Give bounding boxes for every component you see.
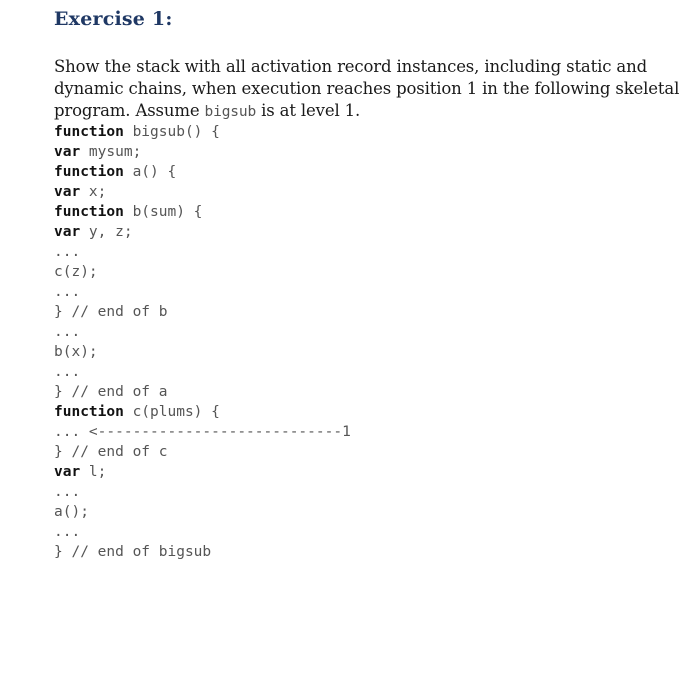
exercise-heading: Exercise 1:	[54, 8, 173, 30]
code-line	[54, 342, 351, 362]
code-text: } // end of c	[54, 444, 168, 460]
code-line	[54, 282, 351, 302]
code-line	[54, 302, 351, 322]
code-line	[54, 242, 351, 262]
code-line	[54, 362, 351, 382]
code-keyword: function	[54, 164, 124, 180]
instructions-inline-code: bigsub	[204, 104, 257, 120]
instructions-line-2: dynamic chains, when execution reaches position 1 in the following skeletal	[54, 79, 680, 98]
code-keyword: function	[54, 124, 124, 140]
code-text: ...	[54, 364, 81, 380]
exercise-instructions	[54, 56, 679, 123]
code-keyword: function	[54, 204, 124, 220]
code-text: b(x);	[54, 344, 98, 360]
code-line	[54, 162, 351, 182]
code-line	[54, 482, 351, 502]
code-text: a() {	[123, 164, 177, 180]
code-line	[54, 202, 351, 222]
code-line	[54, 402, 351, 422]
code-line	[54, 122, 351, 142]
code-keyword: var	[54, 144, 81, 160]
code-text: b(sum) {	[123, 204, 203, 220]
code-text: c(z);	[54, 264, 98, 280]
code-keyword: var	[54, 184, 81, 200]
code-text: mysum;	[80, 144, 142, 160]
code-text: c(plums) {	[123, 404, 220, 420]
instructions-line-1: Show the stack with all activation record instances, including static and	[54, 57, 647, 76]
code-text: l;	[80, 464, 107, 480]
code-line	[54, 502, 351, 522]
code-line	[54, 262, 351, 282]
instructions-line-3-tail: is at level 1.	[256, 101, 361, 120]
code-text: bigsub() {	[123, 124, 220, 140]
code-keyword: var	[54, 224, 81, 240]
code-text: } // end of b	[54, 304, 168, 320]
code-text: ... <----------------------------1	[54, 424, 351, 440]
instructions-line-3-text: program. Assume	[54, 101, 205, 120]
code-text: } // end of bigsub	[54, 544, 212, 560]
code-text: ...	[54, 324, 81, 340]
code-line	[54, 222, 351, 242]
code-line	[54, 542, 351, 562]
code-text: ...	[54, 244, 81, 260]
code-text: } // end of a	[54, 384, 168, 400]
code-line	[54, 522, 351, 542]
code-line	[54, 382, 351, 402]
code-line	[54, 462, 351, 482]
code-line	[54, 142, 351, 162]
code-keyword: var	[54, 464, 81, 480]
code-text: ...	[54, 484, 81, 500]
code-line-position-marker	[54, 422, 351, 442]
code-text: ...	[54, 284, 81, 300]
code-listing	[54, 122, 351, 562]
code-line	[54, 322, 351, 342]
code-text: ...	[54, 524, 81, 540]
instructions-line-3	[54, 100, 679, 123]
code-keyword: function	[54, 404, 124, 420]
code-text: a();	[54, 504, 89, 520]
code-line	[54, 442, 351, 462]
code-line	[54, 182, 351, 202]
code-text: x;	[80, 184, 107, 200]
code-text: y, z;	[80, 224, 133, 240]
